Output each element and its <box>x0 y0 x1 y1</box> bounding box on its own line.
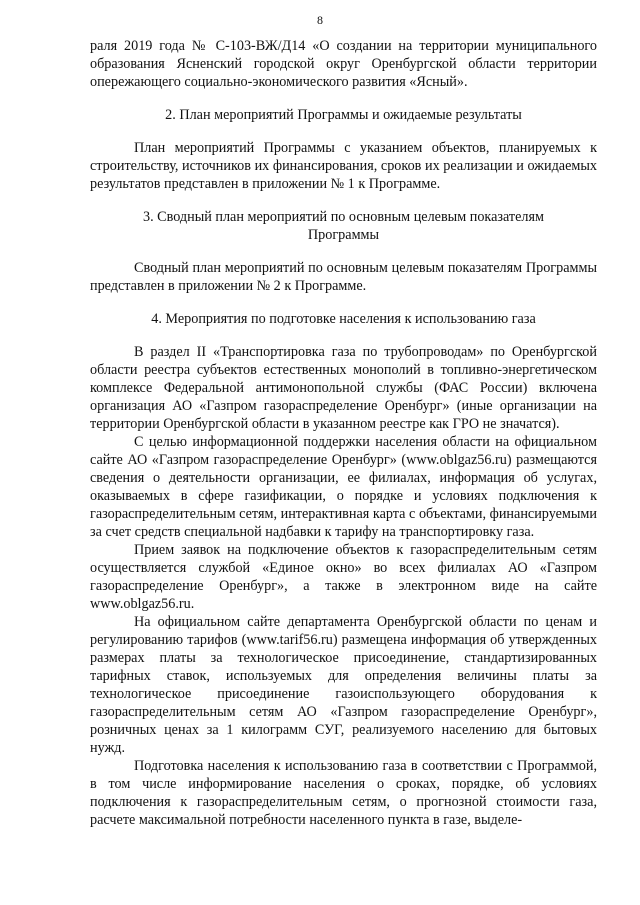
section-2-heading: 2. План мероприятий Программы и ожидаемые результаты <box>165 107 522 123</box>
page-number: 8 <box>317 13 323 27</box>
section-2-paragraph: План мероприятий Программы с указанием объектов, планируемых к строительству, источников их финансирования, сроков их реализации и ожидаемых результатов представлен в приложении № 1 к Программе. <box>90 140 597 192</box>
section-4-heading: 4. Мероприятия по подготовке населения к использованию газа <box>151 311 536 327</box>
section-4-paragraph-3: Прием заявок на подключение объектов к газораспределительным сетям осуществляется службой «Единое окно» во всех филиалах АО «Газпром газораспределение Оренбург», а также в электронном виде на сайте www.oblgaz56.ru. <box>90 542 597 612</box>
section-3-heading-line1: 3. Сводный план мероприятий по основным целевым показателям <box>142 209 545 225</box>
intro-paragraph: раля 2019 года № С-103-ВЖ/Д14 «О создании на территории муниципального образования Ясненский городской округ Оренбургской области территории опережающего социально-экономического развития «Ясный». <box>90 38 597 90</box>
section-4-paragraph-2: С целью информационной поддержки населения области на официальном сайте АО «Газпром газораспределение Оренбург» (www.oblgaz56.ru) размещаются сведения о деятельности организации, ее филиалах, информация об услугах, оказываемых в сфере газификации, о порядке и условиях подключения к газораспределительным сетям, интерактивная карта с объектами, финансируемыми за счет средств специальной надбавки к тарифу на транспортировку газа. <box>90 434 597 540</box>
section-3-heading-line2: Программы <box>307 227 380 243</box>
section-4-paragraph-1: В раздел II «Транспортировка газа по трубопроводам» по Оренбургской области реестра субъектов естественных монополий в топливно-энергетическом комплексе Федеральной антимонопольной службы (ФАС России) включена организация АО «Газпром газораспределение Оренбург» (иные организации на территории Оренбургской области в указанном реестре как ГРО не значатся). <box>90 344 597 432</box>
section-4-paragraph-4: На официальном сайте департамента Оренбургской области по ценам и регулированию тарифов (www.tarif56.ru) размещена информация об утвержденных размерах платы за технологическое присоединение, стандартизированных тарифных ставок, используемых для определения величины платы за технологическое присоединение газоиспользующего оборудования к газораспределительным сетям АО «Газпром газораспределение Оренбург», розничных ценах за 1 килограмм СУГ, реализуемого населению для бытовых нужд. <box>90 614 597 756</box>
document-body <box>90 37 597 829</box>
section-4-paragraph-5: Подготовка населения к использованию газа в соответствии с Программой, в том числе информирование населения о сроках, порядке, об условиях подключения к газораспределительным сетям, о прогнозной стоимости газа, расчете максимальной потребности населенного пункта в газе, выделе- <box>90 758 597 828</box>
section-3-paragraph: Сводный план мероприятий по основным целевым показателям Программы представлен в приложении № 2 к Программе. <box>90 260 597 294</box>
